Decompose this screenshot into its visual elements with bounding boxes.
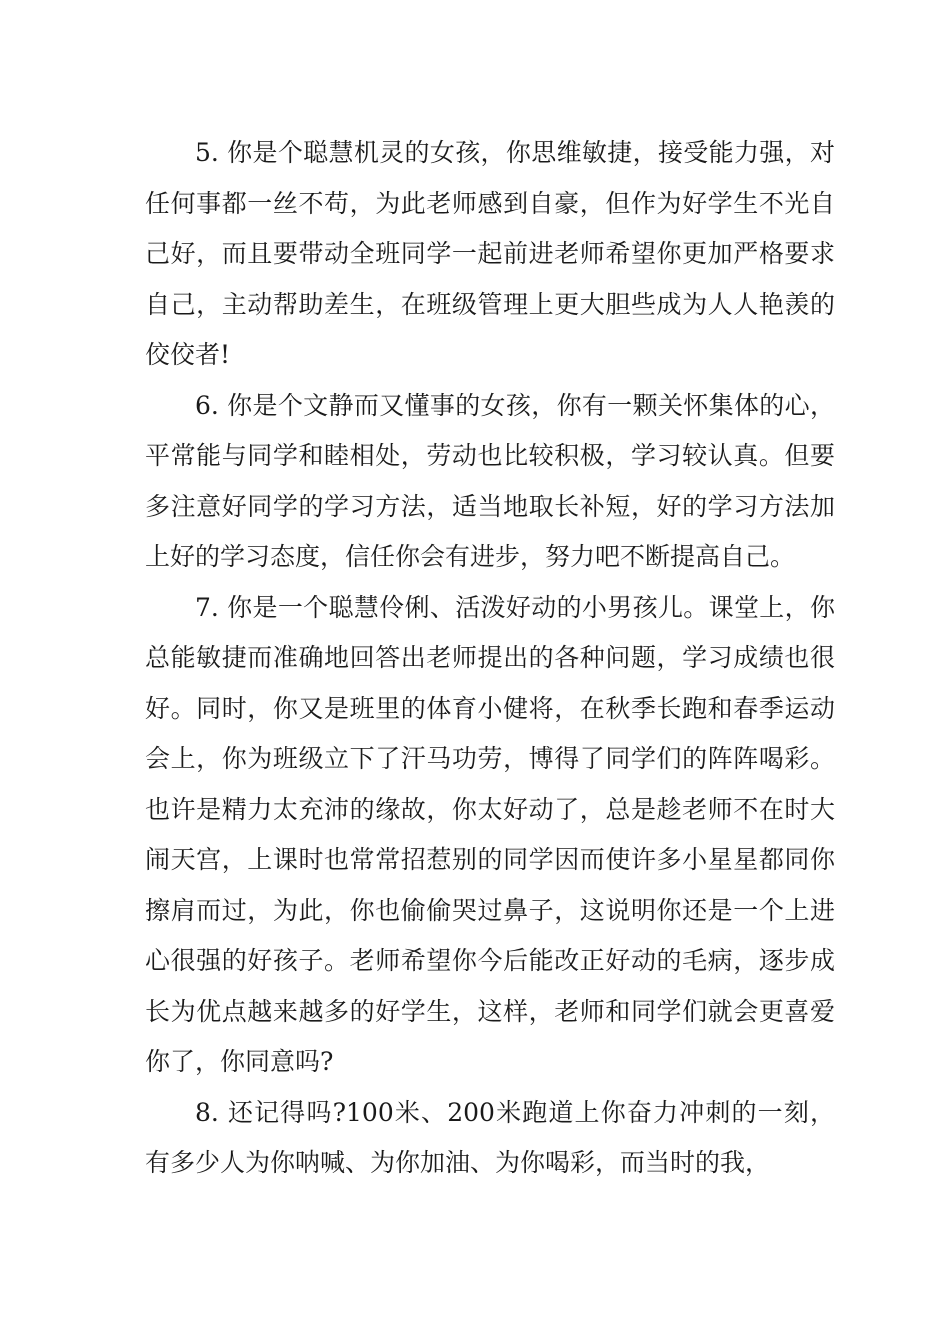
paragraph-8: 8. 还记得吗?100米、200米跑道上你奋力冲刺的一刻，有多少人为你呐喊、为你加油、为你喝彩，而当时的我， xyxy=(145,1097,835,1177)
paragraph-7: 7. 你是一个聪慧伶俐、活泼好动的小男孩儿。课堂上，你总能敏捷而准确地回答出老师提出的各种问题，学习成绩也很好。同时，你又是班里的体育小健将，在秋季长跑和春季运动会上，你为班级立下了汗马功劳，博得了同学们的阵阵喝彩。也许是精力太充沛的缘故，你太好动了，总是趁老师不在时大闹天宫，上课时也常常招惹别的同学因而使许多小星星都同你擦肩而过，为此，你也偷偷哭过鼻子，这说明你还是一个上进心很强的好孩子。老师希望你今后能改正好动的毛病，逐步成长为优点越来越多的好学生，这样，老师和同学们就会更喜爱你了，你同意吗? xyxy=(145,592,835,1076)
document-body xyxy=(145,128,835,1189)
paragraph-5: 5. 你是个聪慧机灵的女孩，你思维敏捷，接受能力强，对任何事都一丝不苟，为此老师感到自豪，但作为好学生不光自己好，而且要带动全班同学一起前进老师希望你更加严格要求自己，主动帮助差生，在班级管理上更大胆些成为人人艳羡的佼佼者! xyxy=(145,138,835,369)
paragraph-6: 6. 你是个文静而又懂事的女孩，你有一颗关怀集体的心，平常能与同学和睦相处，劳动也比较积极，学习较认真。但要多注意好同学的学习方法，适当地取长补短，好的学习方法加上好的学习态度，信任你会有进步，努力吧不断提高自己。 xyxy=(145,390,835,571)
